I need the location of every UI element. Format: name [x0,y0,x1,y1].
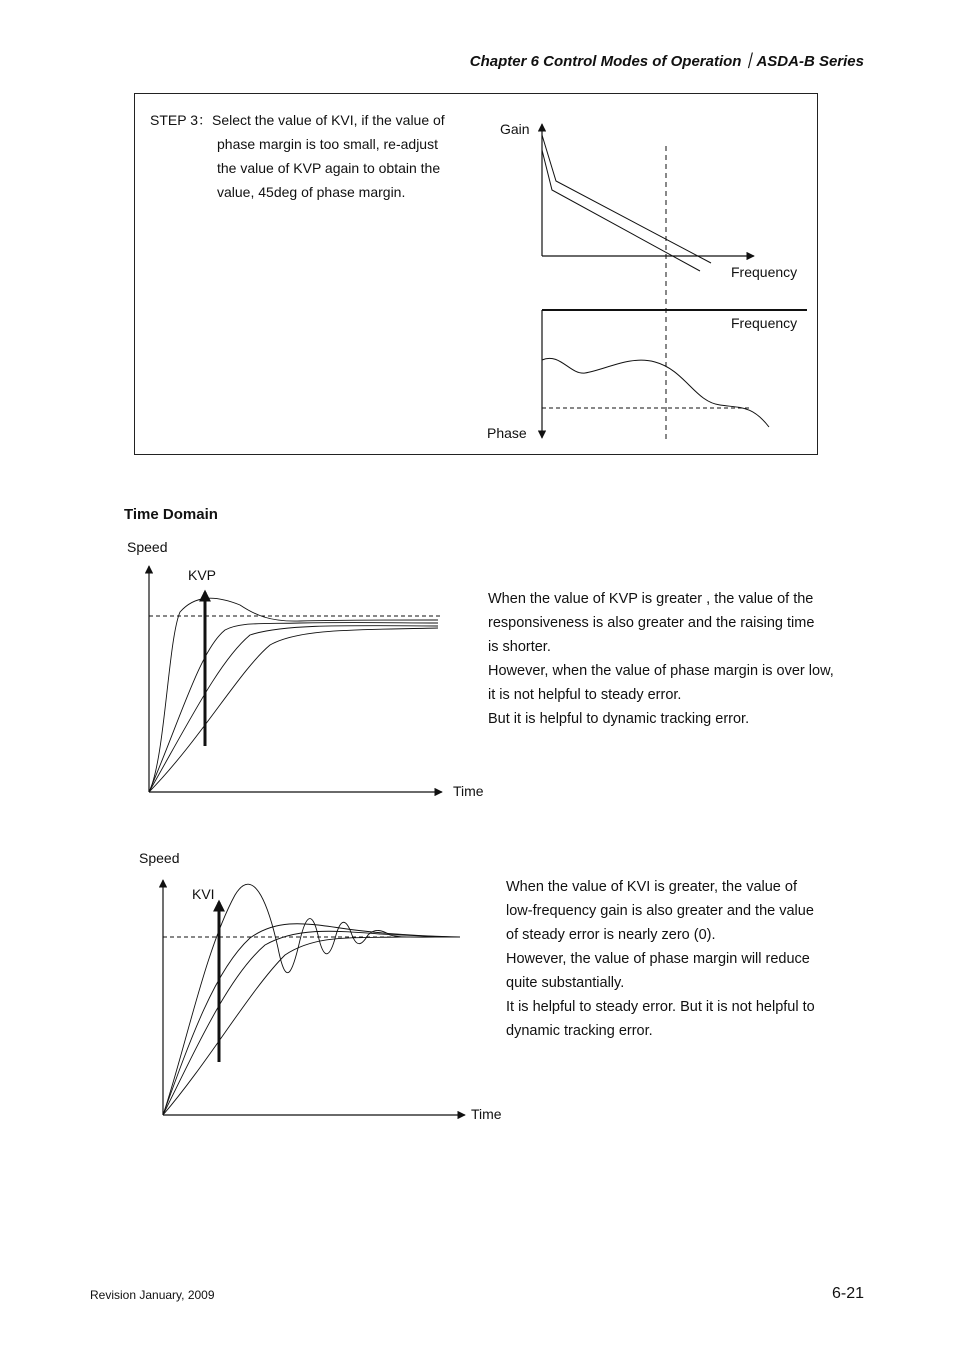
page-header: Chapter 6 Control Modes of Operation｜ASDA-B Series [469,53,864,70]
kvp-desc-line: But it is helpful to dynamic tracking error. [488,711,750,727]
kvi-speed-label: Speed [139,850,180,866]
kvp-desc-line: However, when the value of phase margin is over low, [488,663,834,679]
step-label: STEP 3： [150,112,212,128]
kvp-response-curve-4 [149,628,438,792]
kvi-desc-line: However, the value of phase margin will reduce [506,951,810,967]
kvp-desc-line: it is not helpful to steady error. [488,687,682,703]
kvp-desc-line: When the value of KVP is greater , the value of the [488,591,814,607]
step-text-2: phase margin is too small, re-adjust [217,136,438,152]
phase-curve [542,358,769,427]
kvi-desc-line: low-frequency gain is also greater and the value [506,903,814,919]
kvp-desc-line: responsiveness is also greater and the raising time [488,615,815,631]
kvi-desc-line: It is helpful to steady error. But it is not helpful to [506,999,815,1015]
footer-revision: Revision January, 2009 [90,1288,215,1302]
kvi-response-curve-2 [163,924,460,1115]
footer-page-number: 6-21 [831,1285,864,1302]
gain-curve-1 [542,135,711,263]
kvi-chart [163,880,465,1115]
phase-axis-label: Phase [487,425,527,441]
kvi-desc-line: quite substantially. [506,975,625,991]
kvi-response-curve-1 [163,884,460,1115]
kvi-desc-line: dynamic tracking error. [506,1023,653,1039]
kvi-response-curve-3 [163,931,460,1115]
step-text-1: Select the value of KVI, if the value of [212,112,445,128]
kvi-desc-line: of steady error is nearly zero (0). [506,927,716,943]
kvp-desc-line: is shorter. [488,639,551,655]
time-domain-title: Time Domain [124,506,218,523]
phase-plot [542,310,807,438]
kvp-arrow-label: KVP [188,567,217,583]
frequency-axis-label-bottom: Frequency [731,315,798,331]
gain-plot [542,124,754,271]
kvi-desc-line: When the value of KVI is greater, the value of [506,879,797,895]
kvi-time-label: Time [471,1106,502,1122]
gain-curve-2 [542,150,700,271]
kvp-time-label: Time [453,783,484,799]
gain-axis-label: Gain [500,121,530,137]
kvp-speed-label: Speed [127,539,168,555]
step-text-3: the value of KVP again to obtain the [217,160,441,176]
step-text-4: value, 45deg of phase margin. [217,184,406,200]
kvp-response-curve-2 [149,623,438,792]
frequency-axis-label-top: Frequency [731,264,798,280]
kvp-response-curve-3 [149,626,438,792]
kvi-arrow-label: KVI [192,886,215,902]
kvp-chart [149,566,442,792]
